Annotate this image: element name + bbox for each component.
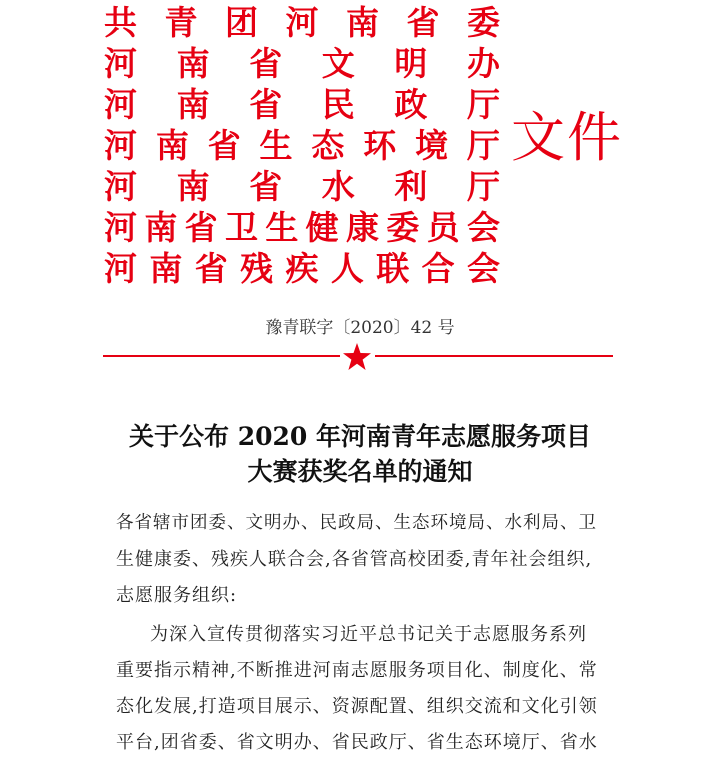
paragraph-line: 态化发展,打造项目展示、资源配置、组织交流和文化引领 — [116, 696, 598, 717]
red-divider-right — [375, 355, 613, 357]
paragraph-line: 为深入宣传贯彻落实习近平总书记关于志愿服务系列 — [150, 624, 587, 645]
star-icon — [342, 343, 372, 371]
document-type-label: 文件 — [511, 106, 623, 169]
addressee-line: 志愿服务组织: — [116, 585, 238, 606]
document-number: 豫青联字〔2020〕42 号 — [265, 318, 455, 338]
notice-title-line-1: 关于公布 2020 年河南青年志愿服务项目 — [129, 422, 591, 451]
issuer-line: 河 南 省 民 政 厅 — [104, 85, 500, 124]
paragraph-line: 平台,团省委、省文明办、省民政厅、省生态环境厅、省水 — [116, 732, 598, 753]
issuer-line: 河 南 省 水 利 厅 — [104, 167, 500, 206]
issuer-line: 河 南 省 卫 生 健 康 委 员 会 — [104, 208, 500, 247]
addressee-line: 生健康委、残疾人联合会,各省管高校团委,青年社会组织, — [116, 549, 593, 570]
issuer-line: 河 南 省 生 态 环 境 厅 — [104, 126, 500, 165]
issuer-line: 共 青 团 河 南 省 委 — [104, 3, 500, 42]
issuer-line: 河 南 省 残 疾 人 联 合 会 — [104, 249, 500, 288]
notice-title-line-2: 大赛获奖名单的通知 — [247, 457, 473, 486]
addressee-line: 各省辖市团委、文明办、民政局、生态环境局、水利局、卫 — [116, 513, 597, 533]
issuer-block — [104, 2, 500, 289]
red-divider-left — [103, 355, 340, 357]
issuer-line: 河 南 省 文 明 办 — [104, 44, 500, 83]
paragraph-line: 重要指示精神,不断推进河南志愿服务项目化、制度化、常 — [116, 660, 598, 681]
